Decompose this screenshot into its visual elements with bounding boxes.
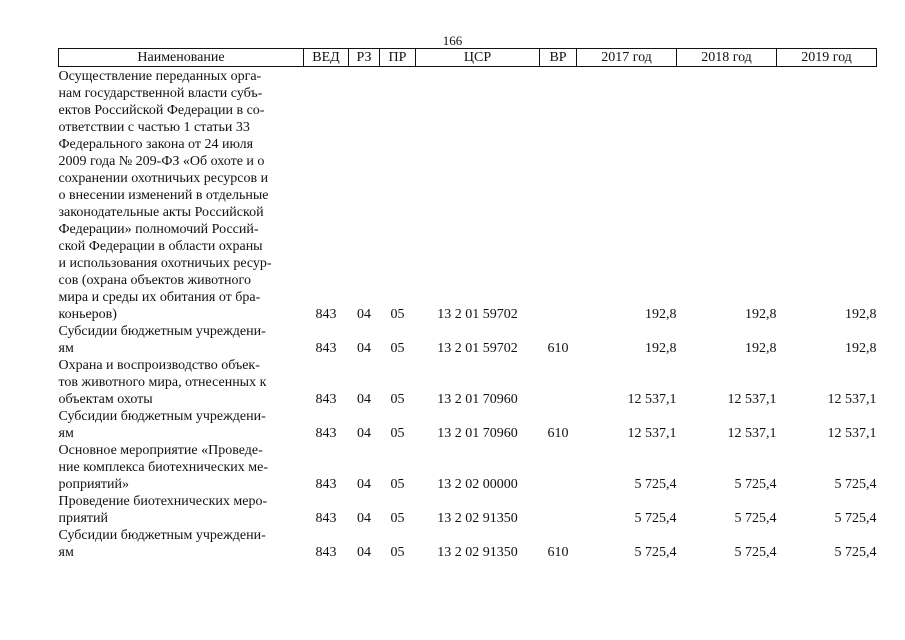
header-2019: 2019 год — [777, 49, 877, 67]
table-row — [59, 323, 877, 357]
row-ved: 843 — [315, 392, 337, 407]
row-pr: 05 — [390, 477, 405, 492]
header-pr: ПР — [380, 49, 416, 67]
row-name: Субсидии бюджетным учреждени- ям — [58, 409, 266, 441]
header-vr: ВР — [540, 49, 577, 67]
row-pr: 05 — [390, 307, 405, 322]
row-2019: 12 537,1 — [827, 392, 877, 407]
row-ved: 843 — [315, 511, 337, 526]
row-2018: 192,8 — [745, 307, 777, 322]
row-csr: 13 2 02 00000 — [437, 477, 518, 492]
row-2017: 5 725,4 — [634, 511, 677, 526]
row-csr: 13 2 01 70960 — [437, 426, 518, 441]
row-csr: 13 2 01 70960 — [437, 392, 518, 407]
row-2019: 5 725,4 — [834, 477, 877, 492]
row-rz: 04 — [357, 307, 371, 322]
row-ved: 843 — [315, 307, 337, 322]
row-2019: 192,8 — [845, 307, 877, 322]
row-csr: 13 2 02 91350 — [437, 545, 518, 560]
row-pr: 05 — [390, 426, 405, 441]
row-rz: 04 — [357, 426, 371, 441]
budget-table — [58, 48, 877, 561]
header-csr: ЦСР — [416, 49, 540, 67]
row-vr: 610 — [547, 426, 569, 441]
header-name: Наименование — [59, 49, 304, 67]
row-vr: 610 — [547, 341, 569, 356]
row-2017: 12 537,1 — [627, 392, 677, 407]
table-row — [59, 408, 877, 442]
row-rz: 04 — [357, 511, 371, 526]
row-csr: 13 2 01 59702 — [437, 341, 518, 356]
row-pr: 05 — [390, 341, 405, 356]
row-pr: 05 — [390, 392, 405, 407]
header-rz: РЗ — [349, 49, 380, 67]
header-2017: 2017 год — [577, 49, 677, 67]
row-2019: 192,8 — [845, 341, 877, 356]
row-name: Осуществление переданных орга- нам государственной власти субъ- ектов Российской Федерации в со- ответствии с частью 1 статьи 33 Федерального закона от 24 июля 2009 года № 209-ФЗ «Об охоте и о сохранении охотничьих ресурсов и о внесении изменений в отдельные законодательные акты Российской Федерации» полномочий Россий- ской Федерации в области охраны и использования охотничьих ресур- сов (охрана объектов животного мира и среды их обитания от бра- коньеров) — [58, 69, 272, 322]
row-rz: 04 — [357, 545, 371, 560]
row-2018: 12 537,1 — [727, 426, 777, 441]
row-rz: 04 — [357, 341, 371, 356]
row-name: Субсидии бюджетным учреждени- ям — [58, 324, 266, 356]
row-vr — [540, 442, 577, 493]
row-ved: 843 — [315, 477, 337, 492]
row-2018: 5 725,4 — [734, 477, 777, 492]
row-ved: 843 — [315, 426, 337, 441]
row-vr: 610 — [547, 545, 569, 560]
row-pr: 05 — [390, 511, 405, 526]
row-2017: 192,8 — [645, 341, 677, 356]
row-vr — [540, 357, 577, 408]
header-2018: 2018 год — [677, 49, 777, 67]
table-row — [59, 357, 877, 408]
row-name: Проведение биотехнических меро- приятий — [58, 494, 268, 526]
row-2019: 5 725,4 — [834, 545, 877, 560]
row-2017: 5 725,4 — [634, 545, 677, 560]
table-row — [59, 442, 877, 493]
table-row — [59, 493, 877, 527]
header-ved: ВЕД — [304, 49, 349, 67]
table-header-row — [59, 49, 877, 67]
row-2017: 5 725,4 — [634, 477, 677, 492]
row-2019: 12 537,1 — [827, 426, 877, 441]
row-2017: 12 537,1 — [627, 426, 677, 441]
row-name: Субсидии бюджетным учреждени- ям — [58, 528, 266, 560]
row-2017: 192,8 — [645, 307, 677, 322]
row-name: Основное мероприятие «Проведе- ние комплекса биотехнических ме- роприятий» — [58, 443, 269, 492]
row-name: Охрана и воспроизводство объек- тов животного мира, отнесенных к объектам охоты — [58, 358, 267, 407]
row-pr: 05 — [390, 545, 405, 560]
table-row — [59, 67, 877, 324]
row-csr: 13 2 01 59702 — [437, 307, 518, 322]
row-vr — [540, 493, 577, 527]
row-2018: 192,8 — [745, 341, 777, 356]
row-ved: 843 — [315, 341, 337, 356]
page-number: 166 — [442, 33, 463, 48]
row-2018: 5 725,4 — [734, 545, 777, 560]
row-2019: 5 725,4 — [834, 511, 877, 526]
row-ved: 843 — [315, 545, 337, 560]
row-csr: 13 2 02 91350 — [437, 511, 518, 526]
row-rz: 04 — [357, 477, 371, 492]
table-row — [59, 527, 877, 561]
row-2018: 12 537,1 — [727, 392, 777, 407]
row-2018: 5 725,4 — [734, 511, 777, 526]
row-rz: 04 — [357, 392, 371, 407]
row-vr — [540, 67, 577, 324]
